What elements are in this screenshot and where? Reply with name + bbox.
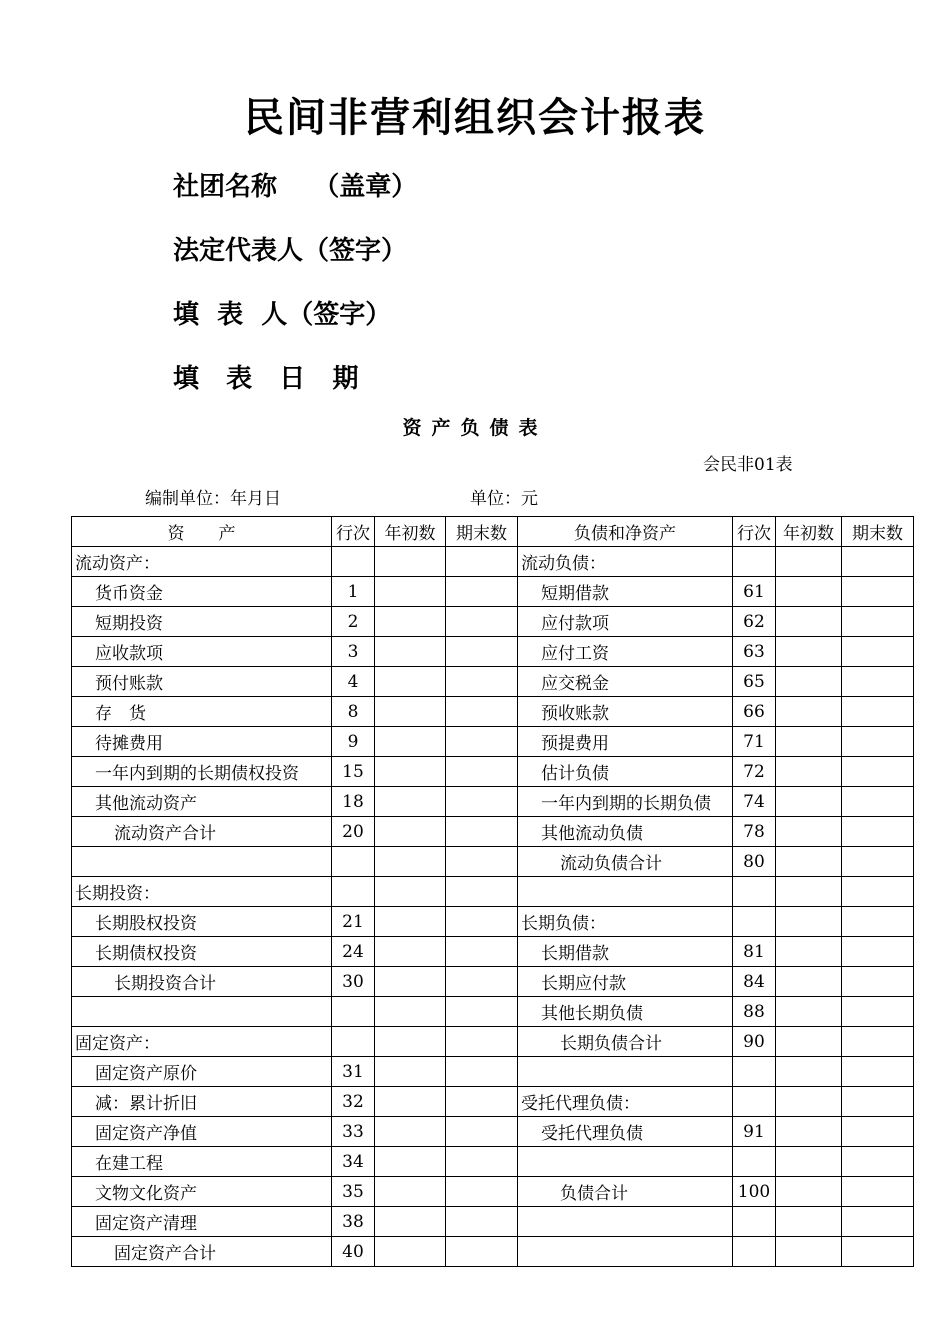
table-row xyxy=(72,1177,914,1207)
liability-opening-cell xyxy=(776,907,842,937)
asset-line-no-cell: 8 xyxy=(332,697,375,727)
liability-opening-cell xyxy=(776,1117,842,1147)
table-row xyxy=(72,937,914,967)
asset-line-no-cell: 21 xyxy=(332,907,375,937)
liability-line-no-cell: 63 xyxy=(733,637,776,667)
liability-line-no-cell: 81 xyxy=(733,937,776,967)
liability-opening-cell xyxy=(776,1087,842,1117)
liability-opening-cell xyxy=(776,937,842,967)
table-row xyxy=(72,787,914,817)
liability-opening-cell xyxy=(776,847,842,877)
asset-line-no-cell: 1 xyxy=(332,577,375,607)
liability-item-cell: 一年内到期的长期负债 xyxy=(518,787,733,817)
asset-opening-cell xyxy=(375,1177,446,1207)
asset-closing-cell xyxy=(446,997,518,1027)
asset-opening-cell xyxy=(375,1087,446,1117)
fill-date-label: 填 表 日 期 xyxy=(173,364,359,394)
table-row xyxy=(72,967,914,997)
asset-item-cell: 预付账款 xyxy=(72,667,332,697)
liability-line-no-cell: 80 xyxy=(733,847,776,877)
table-row xyxy=(72,1117,914,1147)
table-row xyxy=(72,1207,914,1237)
liability-closing-cell xyxy=(842,787,914,817)
liability-item-cell: 长期负债合计 xyxy=(518,1027,733,1057)
currency-unit-label: 单位：元 xyxy=(470,489,538,509)
liability-closing-cell xyxy=(842,637,914,667)
liability-line-no-cell xyxy=(733,1237,776,1267)
liability-line-no-cell: 84 xyxy=(733,967,776,997)
asset-opening-cell xyxy=(375,817,446,847)
liability-opening-cell xyxy=(776,817,842,847)
table-row xyxy=(72,637,914,667)
liability-item-cell: 受托代理负债： xyxy=(518,1087,733,1117)
liability-item-cell: 其他长期负债 xyxy=(518,997,733,1027)
asset-closing-cell xyxy=(446,967,518,997)
form-code: 会民非01表 xyxy=(703,455,793,475)
liability-item-cell: 长期应付款 xyxy=(518,967,733,997)
liability-line-no-cell xyxy=(733,1087,776,1117)
asset-opening-cell xyxy=(375,667,446,697)
liability-opening-cell xyxy=(776,1237,842,1267)
balance-sheet-title: 资产负债表 xyxy=(402,417,548,439)
liability-line-no-cell: 65 xyxy=(733,667,776,697)
asset-closing-cell xyxy=(446,937,518,967)
liability-item-cell xyxy=(518,1147,733,1177)
asset-closing-cell xyxy=(446,1027,518,1057)
liability-opening-cell xyxy=(776,757,842,787)
asset-opening-cell xyxy=(375,997,446,1027)
liability-item-cell: 流动负债： xyxy=(518,547,733,577)
asset-closing-cell xyxy=(446,1147,518,1177)
asset-line-no-cell: 4 xyxy=(332,667,375,697)
asset-opening-cell xyxy=(375,547,446,577)
asset-line-no-cell: 33 xyxy=(332,1117,375,1147)
asset-line-no-cell xyxy=(332,997,375,1027)
liability-line-no-cell xyxy=(733,1207,776,1237)
liability-closing-cell xyxy=(842,937,914,967)
liability-line-no-cell: 62 xyxy=(733,607,776,637)
asset-line-no-cell: 34 xyxy=(332,1147,375,1177)
asset-closing-cell xyxy=(446,1177,518,1207)
asset-opening-cell xyxy=(375,1117,446,1147)
asset-item-cell: 长期债权投资 xyxy=(72,937,332,967)
asset-line-no-cell: 18 xyxy=(332,787,375,817)
liability-closing-cell xyxy=(842,847,914,877)
header-closing-balance: 期末数 xyxy=(842,517,914,547)
asset-item-cell: 长期投资合计 xyxy=(72,967,332,997)
asset-opening-cell xyxy=(375,637,446,667)
asset-line-no-cell xyxy=(332,877,375,907)
asset-closing-cell xyxy=(446,697,518,727)
asset-line-no-cell xyxy=(332,547,375,577)
liability-item-cell: 应交税金 xyxy=(518,667,733,697)
liability-item-cell: 其他流动负债 xyxy=(518,817,733,847)
liability-closing-cell xyxy=(842,607,914,637)
asset-item-cell: 长期投资： xyxy=(72,877,332,907)
asset-closing-cell xyxy=(446,877,518,907)
asset-closing-cell xyxy=(446,1087,518,1117)
table-row xyxy=(72,1057,914,1087)
asset-item-cell: 短期投资 xyxy=(72,607,332,637)
table-row xyxy=(72,1237,914,1267)
liability-closing-cell xyxy=(842,967,914,997)
liability-closing-cell xyxy=(842,1147,914,1177)
asset-line-no-cell: 24 xyxy=(332,937,375,967)
liability-item-cell: 应付工资 xyxy=(518,637,733,667)
asset-closing-cell xyxy=(446,667,518,697)
liability-opening-cell xyxy=(776,697,842,727)
header-liabilities-net-assets: 负债和净资产 xyxy=(518,517,733,547)
liability-opening-cell xyxy=(776,1057,842,1087)
liability-closing-cell xyxy=(842,1237,914,1267)
liability-item-cell xyxy=(518,1057,733,1087)
header-opening-balance: 年初数 xyxy=(776,517,842,547)
table-row xyxy=(72,847,914,877)
asset-closing-cell xyxy=(446,1117,518,1147)
liability-line-no-cell xyxy=(733,877,776,907)
table-row xyxy=(72,1087,914,1117)
asset-opening-cell xyxy=(375,907,446,937)
asset-opening-cell xyxy=(375,1237,446,1267)
liability-closing-cell xyxy=(842,727,914,757)
asset-item-cell: 应收款项 xyxy=(72,637,332,667)
header-assets: 资 产 xyxy=(72,517,332,547)
liability-item-cell xyxy=(518,1237,733,1267)
asset-opening-cell xyxy=(375,1027,446,1057)
asset-item-cell: 固定资产清理 xyxy=(72,1207,332,1237)
liability-opening-cell xyxy=(776,1027,842,1057)
asset-item-cell xyxy=(72,997,332,1027)
asset-line-no-cell xyxy=(332,847,375,877)
asset-closing-cell xyxy=(446,577,518,607)
liability-line-no-cell: 74 xyxy=(733,787,776,817)
asset-closing-cell xyxy=(446,547,518,577)
asset-item-cell: 固定资产净值 xyxy=(72,1117,332,1147)
asset-opening-cell xyxy=(375,757,446,787)
liability-item-cell: 预收账款 xyxy=(518,697,733,727)
asset-line-no-cell: 40 xyxy=(332,1237,375,1267)
liability-closing-cell xyxy=(842,577,914,607)
liability-line-no-cell: 88 xyxy=(733,997,776,1027)
liability-item-cell: 估计负债 xyxy=(518,757,733,787)
table-row xyxy=(72,607,914,637)
liability-closing-cell xyxy=(842,1207,914,1237)
liability-closing-cell xyxy=(842,697,914,727)
asset-item-cell xyxy=(72,847,332,877)
asset-item-cell: 文物文化资产 xyxy=(72,1177,332,1207)
prepared-by-label: 编制单位：年月日 xyxy=(145,489,281,509)
table-row xyxy=(72,577,914,607)
asset-line-no-cell: 38 xyxy=(332,1207,375,1237)
liability-line-no-cell: 78 xyxy=(733,817,776,847)
liability-item-cell xyxy=(518,877,733,907)
asset-opening-cell xyxy=(375,937,446,967)
liability-line-no-cell xyxy=(733,547,776,577)
liability-item-cell: 应付款项 xyxy=(518,607,733,637)
header-opening-balance: 年初数 xyxy=(375,517,446,547)
asset-item-cell: 待摊费用 xyxy=(72,727,332,757)
asset-opening-cell xyxy=(375,697,446,727)
org-name-label: 社团名称 （盖章） xyxy=(173,172,418,202)
liability-item-cell: 受托代理负债 xyxy=(518,1117,733,1147)
asset-item-cell: 流动资产合计 xyxy=(72,817,332,847)
asset-item-cell: 固定资产原价 xyxy=(72,1057,332,1087)
asset-closing-cell xyxy=(446,817,518,847)
liability-closing-cell xyxy=(842,877,914,907)
asset-line-no-cell: 9 xyxy=(332,727,375,757)
liability-opening-cell xyxy=(776,1147,842,1177)
liability-closing-cell xyxy=(842,1117,914,1147)
liability-opening-cell xyxy=(776,997,842,1027)
asset-line-no-cell: 2 xyxy=(332,607,375,637)
preparer-label: 填 表 人（签字） xyxy=(173,300,392,330)
liability-line-no-cell: 100 xyxy=(733,1177,776,1207)
table-row xyxy=(72,547,914,577)
asset-opening-cell xyxy=(375,967,446,997)
asset-opening-cell xyxy=(375,577,446,607)
liability-closing-cell xyxy=(842,1027,914,1057)
liability-line-no-cell xyxy=(733,907,776,937)
liability-opening-cell xyxy=(776,667,842,697)
asset-closing-cell xyxy=(446,787,518,817)
asset-closing-cell xyxy=(446,1207,518,1237)
liability-closing-cell xyxy=(842,1177,914,1207)
asset-opening-cell xyxy=(375,727,446,757)
liability-closing-cell xyxy=(842,547,914,577)
header-line-no: 行次 xyxy=(332,517,375,547)
asset-opening-cell xyxy=(375,1147,446,1177)
legal-rep-label: 法定代表人（签字） xyxy=(173,236,408,266)
asset-line-no-cell: 32 xyxy=(332,1087,375,1117)
asset-closing-cell xyxy=(446,1237,518,1267)
liability-closing-cell xyxy=(842,667,914,697)
liability-opening-cell xyxy=(776,607,842,637)
asset-line-no-cell: 30 xyxy=(332,967,375,997)
table-row xyxy=(72,697,914,727)
asset-line-no-cell: 15 xyxy=(332,757,375,787)
header-closing-balance: 期末数 xyxy=(446,517,518,547)
table-row xyxy=(72,817,914,847)
asset-item-cell: 流动资产： xyxy=(72,547,332,577)
table-header-row xyxy=(72,517,914,547)
liability-line-no-cell: 61 xyxy=(733,577,776,607)
asset-opening-cell xyxy=(375,877,446,907)
liability-closing-cell xyxy=(842,997,914,1027)
liability-item-cell: 长期负债： xyxy=(518,907,733,937)
liability-line-no-cell: 66 xyxy=(733,697,776,727)
asset-closing-cell xyxy=(446,907,518,937)
asset-line-no-cell xyxy=(332,1027,375,1057)
liability-opening-cell xyxy=(776,1177,842,1207)
asset-item-cell: 减：累计折旧 xyxy=(72,1087,332,1117)
liability-opening-cell xyxy=(776,637,842,667)
table-row xyxy=(72,907,914,937)
asset-item-cell: 长期股权投资 xyxy=(72,907,332,937)
asset-opening-cell xyxy=(375,847,446,877)
asset-item-cell: 一年内到期的长期债权投资 xyxy=(72,757,332,787)
liability-opening-cell xyxy=(776,877,842,907)
asset-closing-cell xyxy=(446,637,518,667)
liability-closing-cell xyxy=(842,1057,914,1087)
asset-item-cell: 货币资金 xyxy=(72,577,332,607)
table-row xyxy=(72,727,914,757)
asset-opening-cell xyxy=(375,1057,446,1087)
liability-opening-cell xyxy=(776,1207,842,1237)
report-title: 民间非营利组织会计报表 xyxy=(244,94,706,141)
asset-line-no-cell: 35 xyxy=(332,1177,375,1207)
liability-opening-cell xyxy=(776,547,842,577)
asset-line-no-cell: 3 xyxy=(332,637,375,667)
liability-item-cell: 预提费用 xyxy=(518,727,733,757)
liability-line-no-cell xyxy=(733,1147,776,1177)
asset-closing-cell xyxy=(446,607,518,637)
liability-closing-cell xyxy=(842,1087,914,1117)
table-row xyxy=(72,1027,914,1057)
asset-opening-cell xyxy=(375,787,446,817)
liability-line-no-cell: 91 xyxy=(733,1117,776,1147)
liability-item-cell: 长期借款 xyxy=(518,937,733,967)
asset-item-cell: 固定资产： xyxy=(72,1027,332,1057)
liability-opening-cell xyxy=(776,967,842,997)
liability-opening-cell xyxy=(776,577,842,607)
table-row xyxy=(72,1147,914,1177)
liability-item-cell: 负债合计 xyxy=(518,1177,733,1207)
asset-line-no-cell: 31 xyxy=(332,1057,375,1087)
asset-item-cell: 在建工程 xyxy=(72,1147,332,1177)
liability-item-cell xyxy=(518,1207,733,1237)
asset-closing-cell xyxy=(446,727,518,757)
asset-item-cell: 其他流动资产 xyxy=(72,787,332,817)
balance-sheet-table xyxy=(71,516,914,1267)
header-line-no: 行次 xyxy=(733,517,776,547)
liability-closing-cell xyxy=(842,907,914,937)
liability-closing-cell xyxy=(842,817,914,847)
asset-closing-cell xyxy=(446,847,518,877)
liability-line-no-cell xyxy=(733,1057,776,1087)
asset-line-no-cell: 20 xyxy=(332,817,375,847)
asset-item-cell: 存 货 xyxy=(72,697,332,727)
asset-opening-cell xyxy=(375,607,446,637)
liability-item-cell: 短期借款 xyxy=(518,577,733,607)
liability-line-no-cell: 72 xyxy=(733,757,776,787)
liability-opening-cell xyxy=(776,787,842,817)
asset-opening-cell xyxy=(375,1207,446,1237)
liability-opening-cell xyxy=(776,727,842,757)
liability-item-cell: 流动负债合计 xyxy=(518,847,733,877)
table-row xyxy=(72,877,914,907)
liability-line-no-cell: 90 xyxy=(733,1027,776,1057)
asset-closing-cell xyxy=(446,757,518,787)
table-row xyxy=(72,667,914,697)
asset-closing-cell xyxy=(446,1057,518,1087)
asset-item-cell: 固定资产合计 xyxy=(72,1237,332,1267)
table-row xyxy=(72,757,914,787)
liability-closing-cell xyxy=(842,757,914,787)
table-row xyxy=(72,997,914,1027)
liability-line-no-cell: 71 xyxy=(733,727,776,757)
